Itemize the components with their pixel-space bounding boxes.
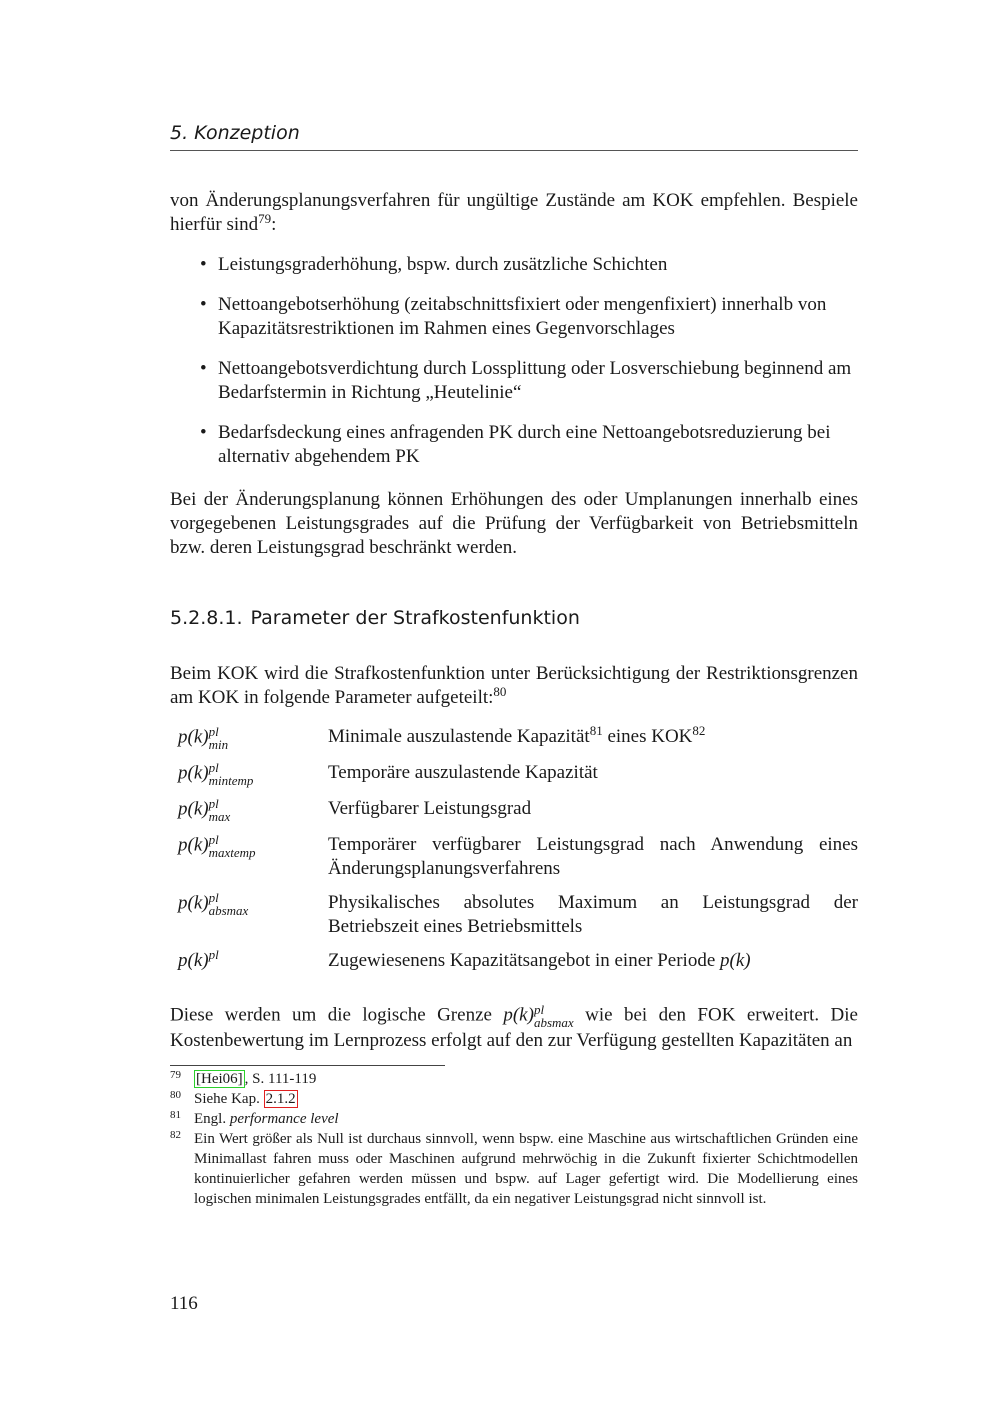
parameter-description: Physikalisches absolutes Maximum an Leistungsgrad der Betriebszeit eines Betriebsmittels (328, 892, 858, 937)
parameter-symbol: p(k) pl mintemp (178, 760, 254, 788)
parameter-row (178, 833, 858, 891)
bullet-item: • Nettoangebotsverdichtung durch Lossplittung oder Losverschiebung beginnend am Bedarfstermin in Richtung „Heutelinie“ (200, 358, 852, 403)
paragraph-strafkosten: Beim KOK wird die Strafkostenfunktion unter Berücksichtigung der Restriktionsgrenzen am KOK in folgende Parameter aufgeteilt:$^{80}$ (170, 663, 858, 708)
section-number: 5.2.8.1. (170, 607, 243, 629)
citation-link[interactable]: [Hei06] (196, 1071, 243, 1087)
paragraph-logische-grenze: Diese werden um die logische Grenze p(k) pl absmax wie bei den FOK erweitert. Die Kostenbewertung im Lernprozess erfolgt auf den zur Verfügung gestellten Kapazitäten an (170, 1002, 858, 1051)
parameter-symbol: p(k) pl max (178, 796, 231, 824)
footnote-ref-81[interactable]: 81 (589, 723, 603, 738)
footnote-rule (170, 1065, 445, 1066)
footnote-ref-80[interactable]: 80 (493, 684, 507, 699)
bullet-item: • Leistungsgraderhöhung, bspw. durch zusätzliche Schichten (200, 254, 668, 275)
footnotes (170, 1069, 858, 1209)
footnote-80: 80 Siehe Kap. 2.1.2 (170, 1089, 296, 1107)
parameter-row (178, 797, 858, 833)
section-title: Parameter der Strafkostenfunktion (250, 607, 580, 629)
bullet-icon: • (200, 358, 207, 379)
intro-paragraph: von Änderungsplanungsverfahren für ungültige Zustände am KOK empfehlen. Bespiele hierfür sind$^{79}$: (170, 190, 858, 235)
footnote-ref-82[interactable]: 82 (692, 723, 706, 738)
chapter-reference-link[interactable]: 2.1.2 (265, 1091, 296, 1107)
header-rule (170, 150, 858, 151)
bullet-list (170, 253, 858, 485)
bullet-item: • Nettoangebotserhöhung (zeitabschnittsfixiert oder mengenfixiert) innerhalb von Kapazitätsrestriktionen im Rahmen eines Gegenvorschlages (200, 294, 827, 339)
parameter-description: Temporärer verfügbarer Leistungsgrad nach Anwendung eines Änderungsplanungsverfahrens (328, 834, 858, 879)
parameter-symbol: p(k) pl absmax (178, 890, 249, 918)
paragraph-aenderungsplanung: Bei der Änderungsplanung können Erhöhungen des oder Umplanungen innerhalb eines vorgegebenen Leistungsgrades auf die Prüfung der Verfügbarkeit von Betriebsmitteln bzw. deren Leistungsgrad beschränkt werden. (170, 489, 858, 558)
parameter-symbol: p(k) pl maxtemp (178, 832, 256, 860)
section-heading (170, 607, 580, 629)
footnote-81: 81 Engl. performance level (170, 1109, 339, 1127)
parameter-row (178, 891, 858, 949)
parameter-row (178, 761, 858, 797)
parameter-description: Temporäre auszulastende Kapazität (328, 762, 598, 783)
page-number: 116 (170, 1293, 198, 1314)
running-title: 5. Konzeption (170, 122, 300, 144)
bullet-icon: • (200, 294, 207, 315)
bullet-item: • Bedarfsdeckung eines anfragenden PK durch eine Nettoangebotsreduzierung bei alternativ abgehendem PK (200, 422, 831, 467)
parameter-description: Verfügbarer Leistungsgrad (328, 798, 532, 819)
footnote-82: 82 Ein Wert größer als Null ist durchaus sinnvoll, wenn bspw. eine Maschine aus wirtschaftlichen Gründen eine Minimallast fahren muss oder Maschinen aufgrund mehrwöchig in die Zukunft fixierter Schichtmodellen kontinuierlicher gefahren werden müssen und bspw. auf Lager gefertigt wird. Die Modellierung eines logischen minimalen Leistungsgrades entfällt, da ein negativer Leistungsgrad nicht sinnvoll ist. (170, 1129, 858, 1207)
parameter-description: Zugewiesenens Kapazitätsangebot in einer Periode p(k) (328, 950, 751, 971)
running-header (170, 122, 858, 150)
footnote-ref-79[interactable]: 79 (258, 211, 272, 226)
parameter-row (178, 949, 858, 983)
parameter-symbol: p(k) pl min (178, 724, 229, 752)
bullet-icon: • (200, 254, 207, 275)
parameter-table (178, 725, 858, 983)
parameter-description: Minimale auszulastende Kapazität$^{81}$ eines KOK$^{82}$ (328, 723, 706, 747)
footnote-79: 79 [Hei06] , S. 111-119 (170, 1069, 317, 1087)
parameter-symbol: $p(k)^{pl}$ (178, 947, 219, 971)
bullet-icon: • (200, 422, 207, 443)
parameter-row (178, 725, 858, 761)
